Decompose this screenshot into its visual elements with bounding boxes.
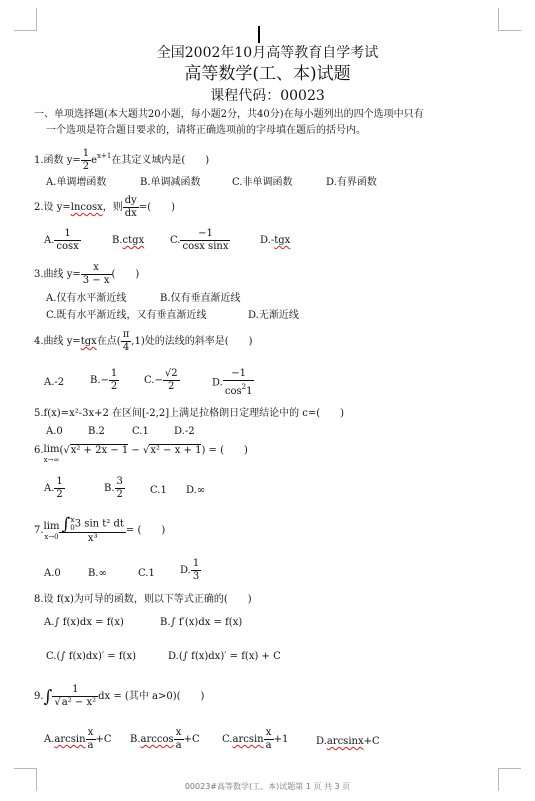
q6-option-a: A. $\frac{1}{2}$ — [44, 476, 63, 500]
q3-option-c: C.既有水平渐近线，又有垂直渐近线 — [46, 310, 207, 321]
q8-option-a: A.∫ f(x)dx = f(x) — [44, 617, 124, 628]
q8-option-c: C.(∫ f(x)dx)′ = f(x) — [46, 651, 136, 662]
question-5-stem: 5.f(x)=x²-3x+2 在区间[-2,2]上满足拉格朗日定理结论中的 c=( ) — [34, 408, 345, 419]
q4-option-d: D. $\frac{-1}{\cos^21}$ — [212, 368, 253, 397]
question-9-stem: 9.∫ $\frac{1}{\text{√a² − x²}}$ dx = (其中 a>0)( ) — [34, 684, 205, 708]
q2-option-a: A. $\frac{1}{\cos x}$ — [44, 228, 79, 252]
page-corner-mark — [498, 8, 521, 31]
question-6-stem: 6. lim x→∞ (√x² + 2x − 1 − √x² − x + 1) = ( ) — [34, 444, 248, 464]
q7-option-a: A.0 — [44, 568, 61, 579]
question-2-stem: 2.设 y=lncosx，则 $\frac{dy}{dx}$ =( ) — [34, 195, 176, 219]
q6-option-b: B. $\frac{3}{2}$ — [104, 476, 123, 500]
q7-option-d: D. $\frac{1}{3}$ — [180, 558, 200, 582]
q4-option-c: C.− $\frac{√2}{2}$ — [144, 368, 178, 392]
course-code: 课程代码：00023 — [210, 88, 325, 104]
exam-subject: 高等数学(工、本)试题 — [184, 64, 351, 84]
q3-option-a: A.仅有水平渐近线 — [46, 293, 127, 304]
q2-option-d: D.-tgx — [260, 235, 291, 246]
section-instructions-cont: 一个选项是符合题目要求的，请将正确选项前的字母填在题后的括号内。 — [46, 125, 366, 136]
q7-option-c: C.1 — [138, 568, 155, 579]
q3-option-b: B.仅有垂直渐近线 — [160, 293, 241, 304]
exam-title: 全国2002年10月高等教育自学考试 — [156, 45, 379, 61]
section-instructions: 一、单项选择题(本大题共20小题，每小题2分，共40分)在每小题列出的四个选项中只有 — [34, 109, 424, 120]
question-3-stem: 3.曲线 y= $\frac{x}{3 - x}$ ( ) — [34, 262, 140, 286]
text-cursor — [258, 26, 260, 43]
q5-option-b: B.2 — [88, 426, 105, 437]
q7-option-b: B.∞ — [88, 568, 107, 579]
q8-option-b: B.∫ f′(x)dx = f(x) — [160, 617, 243, 628]
page-corner-mark — [14, 8, 37, 31]
q1-option-b: B.单调减函数 — [140, 177, 201, 188]
q2-option-c: C. $\frac{-1}{\text{cosx sinx}}$ — [170, 228, 229, 252]
q5-option-c: C.1 — [132, 426, 149, 437]
q6-option-d: D.∞ — [186, 485, 206, 496]
q5-option-a: A.0 — [46, 426, 63, 437]
q9-option-a: A.arcsin $\frac{x}{a}$ +C — [44, 727, 112, 751]
q1-option-a: A.单调增函数 — [46, 177, 107, 188]
q9-option-d: D.arcsinx+C — [316, 736, 380, 747]
q3-option-d: D.无渐近线 — [248, 310, 299, 321]
q6-option-c: C.1 — [150, 485, 167, 496]
question-8-stem: 8.设 f(x)为可导的函数，则以下等式正确的( ) — [34, 594, 252, 605]
question-1-stem: 1.函数 y= $\frac{1}{2}$ $e^{x+1}$在其定义域内是( ) — [34, 148, 210, 172]
q1-option-d: D.有界函数 — [326, 177, 377, 188]
q2-option-b: B.ctgx — [112, 235, 145, 246]
question-4-stem: 4.曲线 y=tgx在点( $\frac{\pi}{4}$ ,1)处的法线的斜率是( ) — [34, 329, 253, 353]
question-7-stem: 7. lim x→0 ∫ x 0 3 sin t² dt x³ = ( ) — [34, 514, 166, 544]
q1-option-c: C.非单调函数 — [232, 177, 293, 188]
q4-option-a: A.-2 — [44, 377, 65, 388]
q9-option-b: B.arccos $\frac{x}{a}$ +C — [130, 727, 200, 751]
q8-option-d: D.(∫ f(x)dx)′ = f(x) + C — [168, 651, 281, 662]
q9-option-c: C.arcsin $\frac{x}{a}$ +1 — [222, 727, 289, 751]
page-footer: 00023#高等数学(工、本)试题第 1 页 共 3 页 — [184, 782, 351, 791]
q4-option-b: B.− $\frac{1}{2}$ — [90, 368, 118, 392]
q5-option-d: D.-2 — [174, 426, 195, 437]
